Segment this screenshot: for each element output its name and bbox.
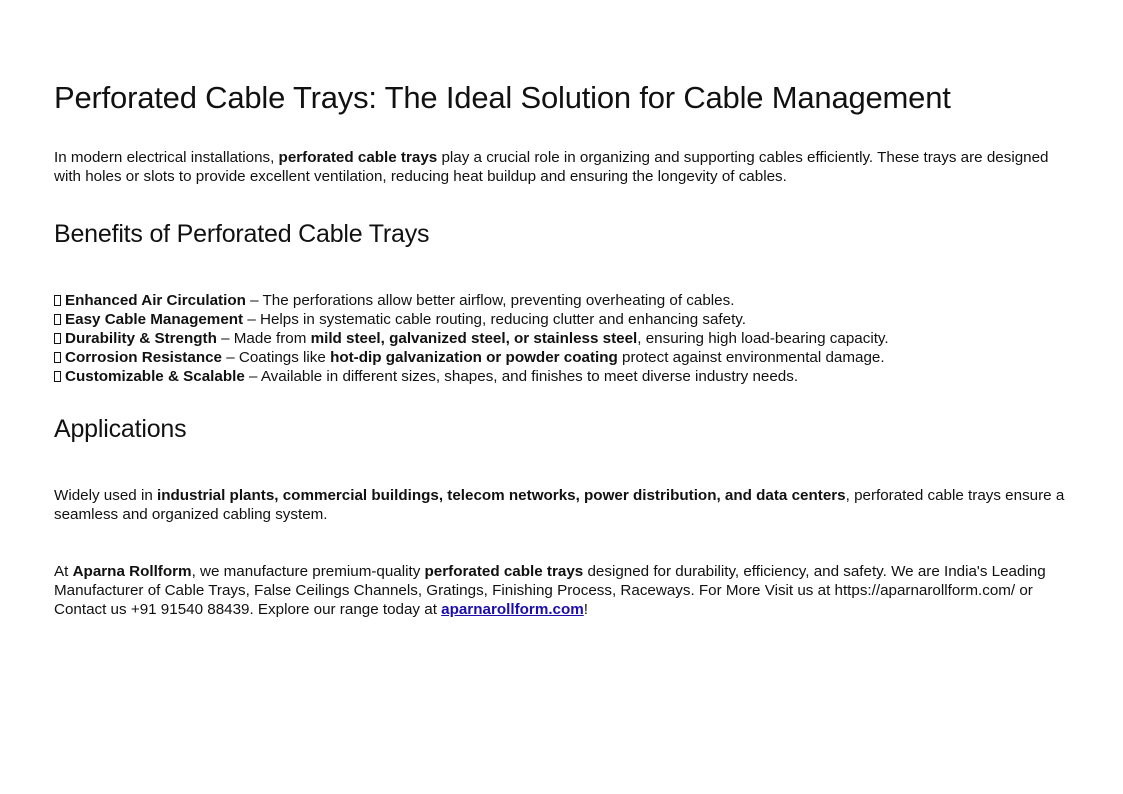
benefit-title: Customizable & Scalable — [65, 368, 245, 385]
closing-text: , we manufacture premium-quality — [191, 563, 425, 580]
intro-text-after: play a crucial role in organizing and supporting cables efficiently. These trays are designed with holes or slots to provide excellent ventilation, reducing heat buildup and ensuring the longevity of cables. — [54, 149, 1049, 185]
missing-glyph-box-icon — [54, 371, 61, 382]
benefit-item — [54, 348, 1074, 367]
document-page — [54, 78, 1074, 619]
benefit-text: – Available in different sizes, shapes, and finishes to meet diverse industry needs. — [244, 368, 799, 385]
intro-paragraph — [54, 148, 1074, 186]
applications-heading: Applications — [54, 415, 187, 443]
benefit-coatings: hot-dip galvanization or powder coating — [330, 349, 618, 366]
benefit-item — [54, 310, 1074, 329]
page-title: Perforated Cable Trays: The Ideal Solution for Cable Management — [54, 80, 951, 115]
benefit-item — [54, 329, 1074, 348]
missing-glyph-box-icon — [54, 314, 61, 325]
applications-text-before: Widely used in — [54, 487, 157, 504]
benefit-text: , ensuring high load-bearing capacity. — [637, 330, 889, 347]
intro-text-before: In modern electrical installations, — [54, 149, 279, 166]
benefits-list — [54, 291, 1074, 386]
benefit-title: Enhanced Air Circulation — [65, 292, 246, 309]
applications-paragraph — [54, 486, 1074, 524]
benefit-title: Corrosion Resistance — [65, 349, 222, 366]
missing-glyph-box-icon — [54, 352, 61, 363]
benefit-text: – Coatings like — [222, 349, 331, 366]
benefit-materials: mild steel, galvanized steel, or stainless steel — [310, 330, 638, 347]
closing-text: At — [54, 563, 73, 580]
benefits-heading: Benefits of Perforated Cable Trays — [54, 220, 430, 248]
company-name: Aparna Rollform — [72, 563, 192, 580]
benefit-text: protect against environmental damage. — [617, 349, 885, 366]
benefit-title: Easy Cable Management — [65, 311, 244, 328]
benefit-text: – The perforations allow better airflow, preventing overheating of cables. — [245, 292, 735, 309]
missing-glyph-box-icon — [54, 333, 61, 344]
benefit-text: – Helps in systematic cable routing, reducing clutter and enhancing safety. — [243, 311, 746, 328]
applications-text-after: , perforated cable trays ensure a seamless and organized cabling system. — [54, 487, 1065, 523]
closing-text: designed for durability, efficiency, and safety. We are India's Leading Manufacturer of Cable Trays, False Ceilings Channels, Gratings, Finishing Process, Raceways. For More Visit us at https://aparnarollform.com/ or Contact us +91 91540 88439. Explore our range today at — [54, 563, 1046, 618]
product-name: perforated cable trays — [424, 563, 584, 580]
benefit-item — [54, 367, 1074, 386]
closing-paragraph — [54, 562, 1074, 619]
website-link[interactable]: aparnarollform.com — [441, 601, 584, 618]
intro-bold-term: perforated cable trays — [278, 149, 438, 166]
benefit-item — [54, 291, 1074, 310]
missing-glyph-box-icon — [54, 295, 61, 306]
applications-bold-list: industrial plants, commercial buildings, telecom networks, power distribution, and data centers — [156, 487, 846, 504]
closing-text: ! — [583, 601, 589, 618]
benefit-text: – Made from — [216, 330, 311, 347]
benefit-title: Durability & Strength — [65, 330, 217, 347]
